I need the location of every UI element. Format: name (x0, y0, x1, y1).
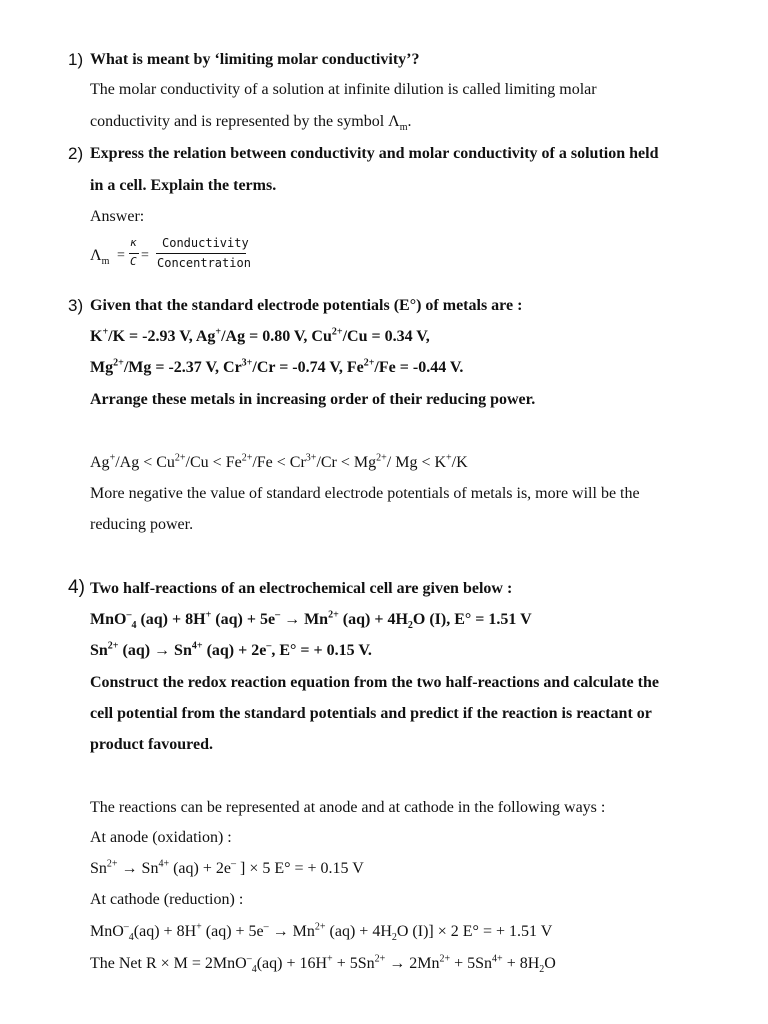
q4-question-line4: Construct the redox reaction equation from the two half-reactions and calculate the (90, 674, 659, 691)
q1-answer-line1: The molar conductivity of a solution at infinite dilution is called limiting molar (90, 81, 597, 98)
c-symbol: C (130, 255, 137, 268)
q4-reaction2: $Sn^{2+}$ $(aq) \to Sn^{4+}$ (aq) + 2e–, E° = + 0.15 V. (90, 640, 372, 659)
q4-cathode-equation: MnO–$_4$(aq) + 8H+ $(aq) + 5e^- \to Mn^{2+}$ $(aq) + 4H_2O$ (I)] × 2 E° = + 1.51 V (90, 921, 553, 944)
q4-net-equation: The Net $R \times M = 2MnO^-_4(aq) + 16H^+ + 5Sn^{2+} \to 2Mn^{2+} + 5Sn^{4+} + 8H_2O$ (90, 953, 556, 976)
formula-fraction-bar (156, 253, 246, 254)
q2-number: 2) (68, 144, 84, 163)
formula-eq2: = (141, 248, 149, 263)
q4-question-line5: cell potential from the standard potentials and predict if the reaction is reactant or (90, 705, 652, 722)
formula-denominator: Concentration (157, 256, 251, 270)
q4-anode-label: At anode (oxidation) : (90, 829, 232, 846)
q4-anode-equation: $Sn^{2+} \to Sn^{4+}$ (aq) + 2e– ] × 5 E° = + 0.15 V (90, 858, 364, 877)
q1-answer-line2: conductivity and is represented by the symbol $\Lambda_m$. (90, 113, 412, 134)
q4-cathode-label: At cathode (reduction) : (90, 891, 244, 908)
q3-order-answer: $Ag^+/Ag < Cu^{2+}/Cu < Fe^{2+}/Fe < Cr^{3+}/Cr < Mg^{2+}/$ Mg < K+/K (90, 452, 468, 471)
kappa-symbol: κ (130, 236, 137, 249)
q4-number: 4) (68, 577, 85, 598)
formula-eq1: = (117, 248, 125, 263)
q4-reaction1: MnO–$_4$ (aq) + 8H+ $(aq) + 5e^- \to Mn^{2+}$ $(aq) + 4H_2O$ (I), E° = 1.51 V (90, 609, 532, 632)
q2-question-line1: Express the relation between conductivity and molar conductivity of a solution held (90, 145, 659, 162)
q3-number: 3) (68, 296, 84, 315)
q1-number: 1) (68, 50, 84, 69)
formula-numerator: Conductivity (162, 236, 249, 250)
q2-question-line2: in a cell. Explain the terms. (90, 177, 277, 194)
q4-question-line6: product favoured. (90, 736, 213, 753)
q3-potentials-line2: $Mg^{2+}/Mg = -2.37$ V, $Cr^{3+}/Cr = -0.74$ V, $Fe^{2+}/Fe = -0.44$ V. (90, 357, 464, 376)
q3-potentials-line1: K+/K = -2.93 V, Ag+/Ag = 0.80 V, $Cu^{2+}/Cu = 0.34$ V, (90, 326, 430, 345)
q4-answer-line1: The reactions can be represented at anode and at cathode in the following ways : (90, 799, 606, 816)
formula-lhs: $\Lambda_m$ (90, 247, 110, 268)
q3-explain-line1: More negative the value of standard electrode potentials of metals is, more will be the (90, 485, 640, 502)
q4-question-line1: Two half-reactions of an electrochemical cell are given below : (90, 580, 513, 597)
q2-answer-label: Answer: (90, 208, 145, 225)
q3-question-line4: Arrange these metals in increasing order of their reducing power. (90, 391, 536, 408)
q3-question-line1: Given that the standard electrode potentials (E°) of metals are : (90, 297, 523, 314)
q1-question: What is meant by ‘limiting molar conductivity’? (90, 51, 420, 68)
q3-explain-line2: reducing power. (90, 516, 194, 533)
kappa-fraction-bar (129, 253, 139, 254)
